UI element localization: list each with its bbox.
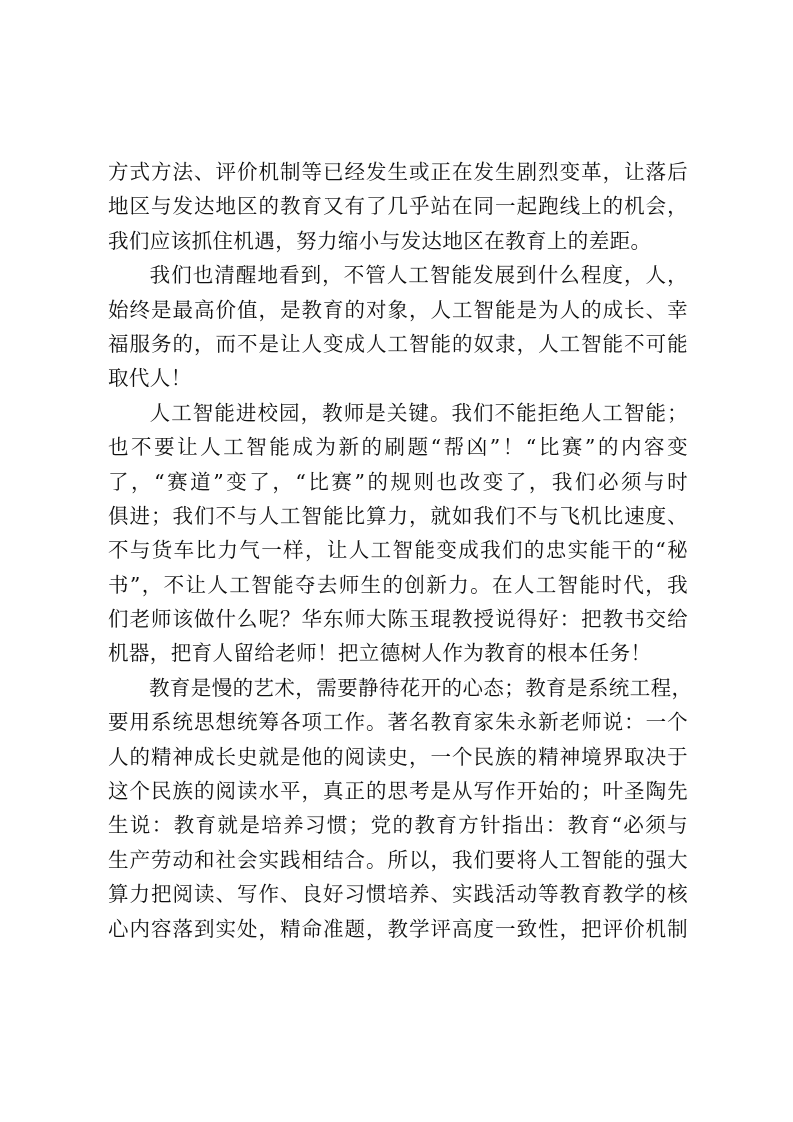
text-line-indented [108,396,688,430]
paragraph-3 [108,396,688,671]
text-line: 俱进；我们不与人工智能比算力，就如我们不与飞机比速度、 [108,503,688,528]
line-text: 教育是慢的艺术，需要静待花开的心态；教育是系统工程， [149,675,693,700]
text-line: 也不要让人工智能成为新的刷题“帮凶”！“比赛”的内容变 [108,435,688,460]
text-line: 生说：教育就是培养习惯；党的教育方针指出：教育“必须与 [108,813,688,838]
text-line: 方式方法、评价机制等已经发生或正在发生剧烈变革，让落后 [108,160,688,184]
text-line: 不与货车比力气一样，让人工智能变成我们的忠实能干的“秘 [108,538,688,563]
text-line: 始终是最高价值，是教育的对象，人工智能是为人的成长、幸 [108,297,688,322]
paragraph-2 [108,258,688,396]
text-line: 生产劳动和社会实践相结合。所以，我们要将人工智能的强大 [108,847,688,872]
text-line: 地区与发达地区的教育又有了几乎站在同一起跑线上的机会， [108,194,688,219]
text-line: 们老师该做什么呢？华东师大陈玉琨教授说得好：把教书交给 [108,607,688,632]
text-line: 要用系统思想统筹各项工作。著名教育家朱永新老师说：一个 [108,710,688,735]
text-line: 这个民族的阅读水平，真正的思考是从写作开始的；叶圣陶先 [108,779,688,804]
line-text: 我们也清醒地看到，不管人工智能发展到什么程度，人， [149,263,688,288]
text-line: 取代人！ [108,366,192,391]
text-line: 书”，不让人工智能夺去师生的创新力。在人工智能时代，我 [108,572,688,597]
text-line: 机器，把育人留给老师！把立德树人作为教育的根本任务！ [108,641,652,666]
text-line: 人的精神成长史就是他的阅读史，一个民族的精神境界取决于 [108,744,688,769]
paragraph-1 [108,155,688,258]
document-body [108,155,693,946]
text-line: 我们应该抓住机遇，努力缩小与发达地区在教育上的差距。 [108,228,652,253]
text-line-indented [108,258,688,292]
line-text: 人工智能进校园，教师是关键。我们不能拒绝人工智能； [149,400,688,425]
text-line-indented [108,671,693,705]
text-line: 了，“赛道”变了，“比赛”的规则也改变了，我们必须与时 [108,469,688,494]
text-line: 算力把阅读、写作、良好习惯培养、实践活动等教育教学的核 [108,882,688,907]
text-line: 福服务的，而不是让人变成人工智能的奴隶，人工智能不可能 [108,331,688,356]
text-line: 心内容落到实处，精命准题，教学评高度一致性，把评价机制 [108,916,688,941]
paragraph-4 [108,671,693,946]
